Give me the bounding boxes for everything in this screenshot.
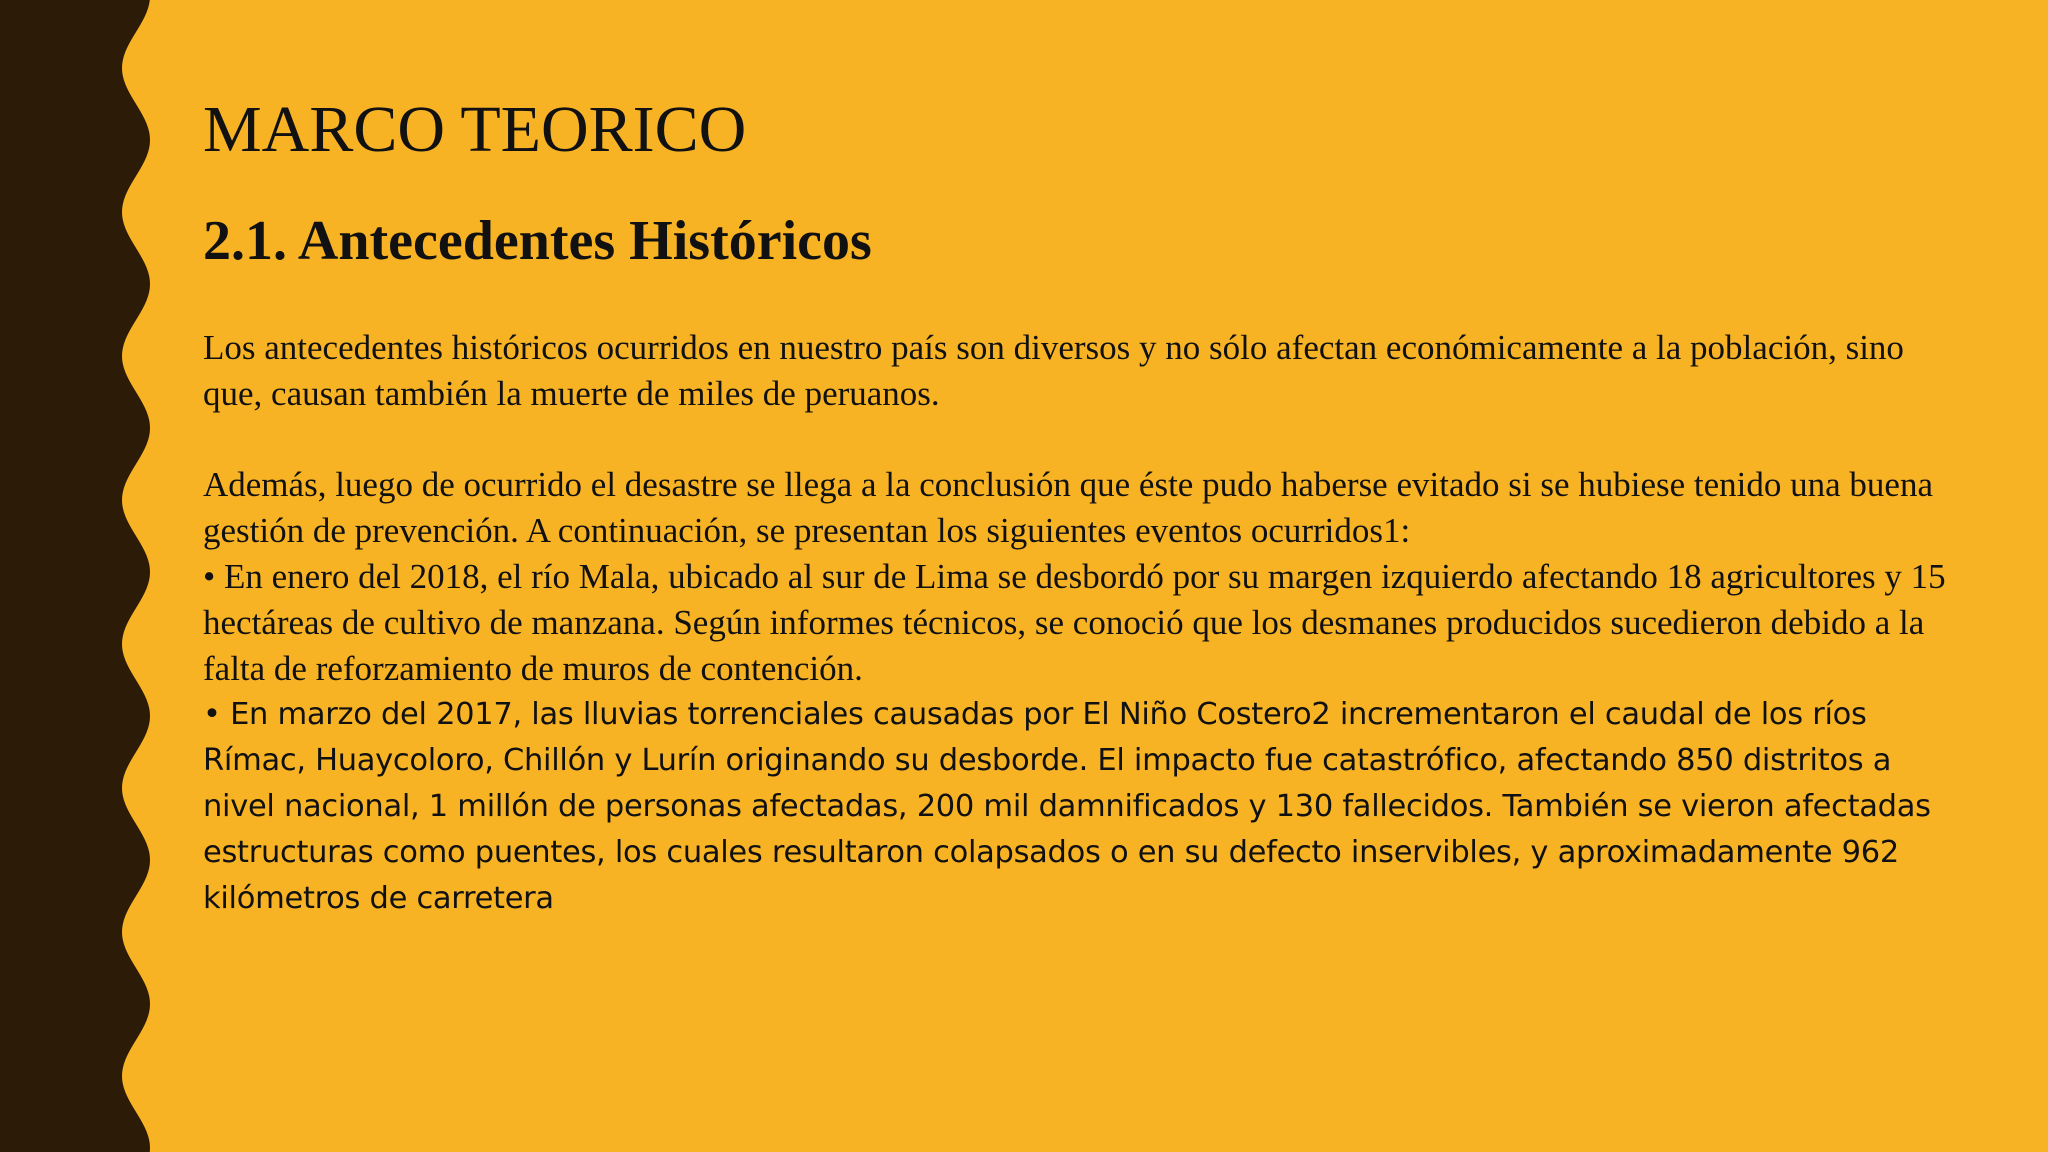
paragraph-intro: Los antecedentes históricos ocurridos en nuestro país son diversos y no sólo afectan económicamente a la población, sino que, causan también la muerte de miles de peruanos. xyxy=(203,328,1904,413)
bullet-event-2017: • En marzo del 2017, las lluvias torrenciales causadas por El Niño Costero2 incrementaron el caudal de los ríos Rímac, Huaycoloro, Chillón y Lurín originando su desborde. El impacto fue catastrófico, afectando 850 distritos a nivel nacional, 1 millón de personas afectadas, 200 mil damnificados y 130 fallecidos. También se vieron afectadas estructuras como puentes, los cuales resultaron colapsados o en su defecto inservibles, y aproximadamente 962 kilómetros de carretera xyxy=(203,697,1931,916)
slide-title: MARCO TEORICO xyxy=(203,93,747,166)
section-heading: 2.1. Antecedentes Históricos xyxy=(203,210,872,272)
wavy-side-band xyxy=(0,0,160,1152)
bullet-event-2018: • En enero del 2018, el río Mala, ubicado al sur de Lima se desbordó por su margen izquierdo afectando 18 agricultores y 15 hectáreas de cultivo de manzana. Según informes técnicos, se conoció que los desmanes producidos sucedieron debido a la falta de reforzamiento de muros de contención. xyxy=(203,557,1946,688)
paragraph-prevention: Además, luego de ocurrido el desastre se llega a la conclusión que éste pudo haberse evitado si se hubiese tenido una buena gestión de prevención. A continuación, se presentan los siguientes eventos ocurridos1: xyxy=(203,465,1933,550)
